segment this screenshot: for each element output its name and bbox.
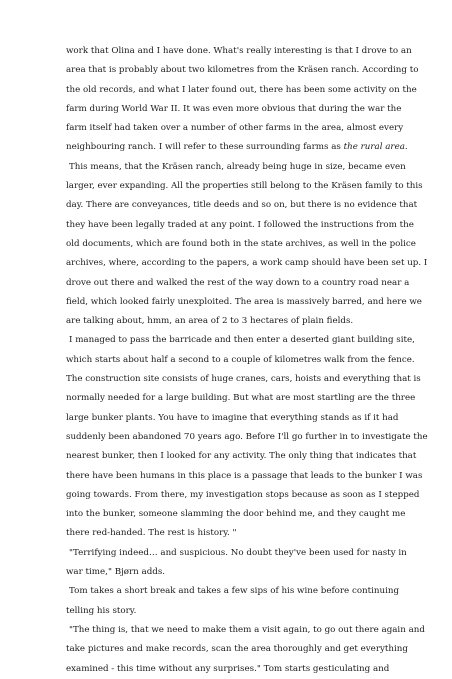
text-line [66,370,421,389]
text-line [66,331,415,350]
text-line-content: larger, ever expanding. All the properties still belong to the Kräsen family to this [66,181,423,192]
text-line [66,235,416,254]
text-line [66,158,406,177]
text-line [66,389,416,408]
text-line-content: nearest bunker, then I looked for any activity. The only thing that indicates that [66,451,417,462]
text-line [66,177,423,196]
text-line [66,42,412,61]
text-line-content: are talking about, hmm, an area of 2 to 3 hectares of plain fields. [66,316,354,327]
text-line-content: The construction site consists of huge cranes, cars, hoists and everything that is [66,374,421,385]
text-line [66,602,392,621]
text-line-content: old documents, which are found both in the state archives, as well in the police [66,238,416,249]
text-line [66,660,392,679]
text-line-content: farm itself had taken over a number of other farms in the area, almost every [66,123,404,134]
text-line [66,61,419,80]
text-line-content: archives, where, according to the papers, a work camp should have been set up. I [66,258,428,269]
text-line-content: field, which looked fairly unexploited. The area is massively barred, and here we [66,296,422,307]
text-line-content: examined - this time without any surprises." Tom starts gesticulating and [66,663,390,674]
text-line-content: telling his story. [66,605,137,616]
text-line [66,621,425,640]
text-line-content: I managed to pass the barricade and then enter a deserted giant building site, [69,335,415,346]
text-line-content: "Terrifying indeed… and suspicious. No doubt they've been used for nasty in [69,547,407,558]
text-line [66,524,392,543]
text-line-content: farm during World War II. It was even more obvious that during the war the [66,103,402,114]
italic-phrase: the rural area [343,142,405,153]
text-line [66,119,404,138]
text-line-content: going towards. From there, my investigation stops because as soon as I stepped [66,489,420,500]
text-line-content: which starts about half a second to a couple of kilometres walk from the fence. [66,354,415,365]
text-line-content: into the bunker, someone slamming the door behind me, and they caught me [66,509,406,520]
text-line-content: large bunker plants. You have to imagine that everything stands as if it had [66,412,399,423]
text-line-content: work that Olina and I have done. What's really interesting is that I drove to an [66,46,412,56]
text-line [66,544,407,563]
text-line-content: take pictures and make records, scan the area thoroughly and get everything [66,644,408,655]
text-line-content: neighbouring ranch. I will refer to these surrounding farms as [66,142,344,153]
text-line [66,312,392,331]
text-line [66,640,408,659]
text-line [66,274,410,293]
text-line-content: the old records, and what I later found out, there has been some activity on the [66,84,417,95]
text-line [66,486,420,505]
text-line-content: they have been legally traded at any point. I followed the instructions from the [66,219,414,230]
body-text [66,42,428,679]
text-line-content: there red-handed. The rest is history. " [66,528,237,539]
text-line-content: "The thing is, that we need to make them a visit again, to go out there again and [69,624,425,635]
text-line [66,254,428,273]
text-line [66,582,400,601]
text-line [66,293,422,312]
text-line [66,467,423,486]
text-line-content: drove out there and walked the rest of the way down to a country road near a [66,277,410,288]
text-line [66,100,402,119]
text-line-tail: . [404,142,408,153]
text-line [66,196,418,215]
text-line [66,81,417,100]
text-line-content: day. There are conveyances, title deeds and so on, but there is no evidence that [66,200,418,211]
text-line-content: This means, that the Kräsen ranch, already being huge in size, became even [69,161,406,172]
text-line [66,563,392,582]
text-line [66,428,428,447]
text-line-content: suddenly been abandoned 70 years ago. Before I'll go further in to investigate the [66,431,428,442]
text-line-content: normally needed for a large building. But what are most startling are the three [66,393,416,404]
text-line [66,351,415,370]
text-line [66,216,414,235]
text-line-content: there have been humans in this place is a passage that leads to the bunker I was [66,470,423,481]
text-line [66,505,406,524]
text-line-content: area that is probably about two kilometres from the Kräsen ranch. According to [66,65,419,76]
text-line-content: war time," Bjørn adds. [66,567,166,578]
text-line [66,138,408,157]
text-line [66,409,399,428]
text-line-content: Tom takes a short break and takes a few sips of his wine before continuing [69,586,400,597]
text-line [66,447,417,466]
